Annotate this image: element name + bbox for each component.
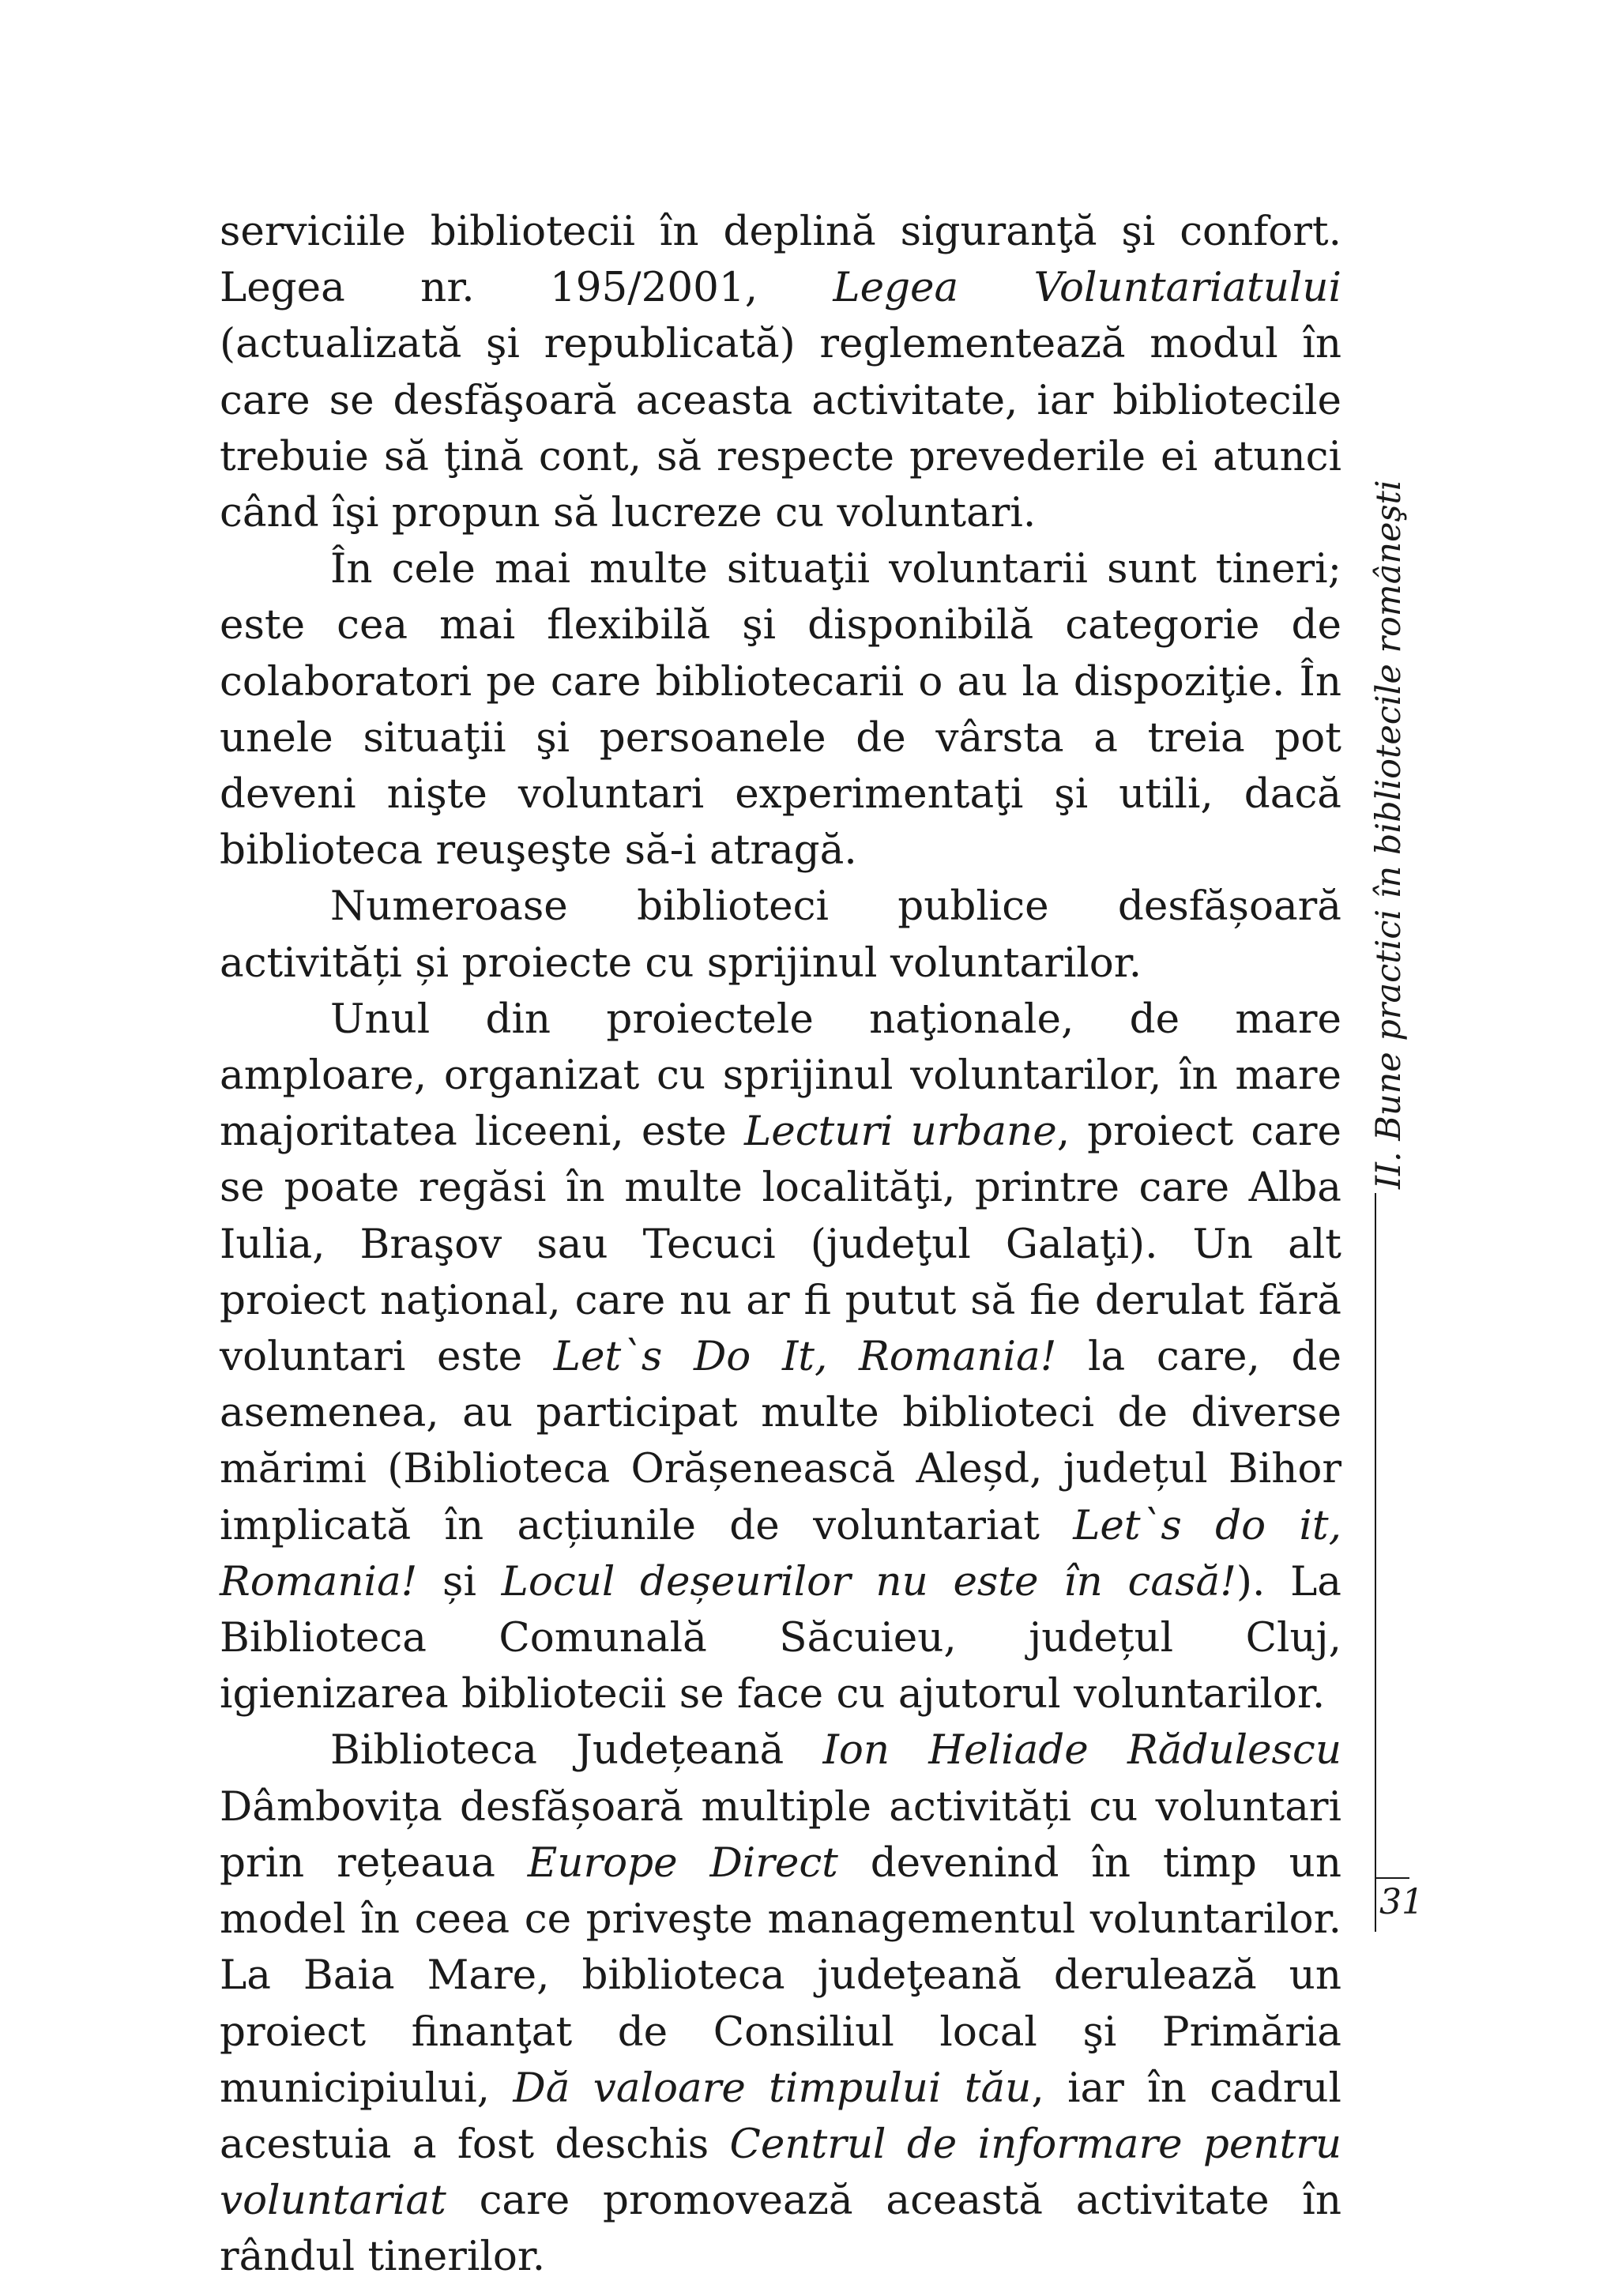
- text-segment: , iar în cadrul acestuia a fost deschis: [220, 2064, 1341, 2168]
- text-segment: În cele mai multe situaţii voluntarii sunt tineri; este cea mai flexibilă şi disponibilă categorie de colaboratori pe care bibliotecarii o au la dispoziţie. În unele situaţii şi persoanele de vârsta a treia pot deveni nişte voluntari experimentaţi şi utili, dacă biblioteca reuşeşte să-i atragă.: [220, 545, 1341, 875]
- italic-title: Lecturi urbane: [744, 1108, 1057, 1156]
- italic-title: Centrul de informare pentru voluntariat: [220, 2120, 1341, 2225]
- page-number: 31: [1379, 1882, 1424, 1922]
- italic-title: Legea Voluntariatului: [833, 264, 1341, 312]
- text-segment: (actualizată şi republicată) reglementează modul în care se desfăşoară aceasta activitate, iar bibliotecile trebuie să ţină cont, să respecte prevederile ei atunci când îşi propun să lucreze cu voluntari.: [220, 320, 1341, 537]
- text-segment: , proiect care se poate regăsi în multe localităţi, printre care Alba Iulia, Braşov sau Tecuci (judeţul Galaţi). Un alt proiect naţional, care nu ar fi putut să fie derulat fără voluntari este: [220, 1108, 1341, 1381]
- italic-title: Ion Heliade Rădulescu: [822, 1726, 1341, 1775]
- paragraph-5: [220, 1722, 1341, 2285]
- text-segment: Biblioteca Județeană: [330, 1726, 823, 1775]
- italic-title: Dă valoare timpului tău: [513, 2064, 1032, 2112]
- text-segment: care promovează această activitate în rândul tinerilor.: [220, 2177, 1341, 2281]
- italic-title: Let`s Do It, Romania!: [553, 1333, 1057, 1381]
- italic-title: Europe Direct: [527, 1839, 838, 1887]
- paragraph-2: [220, 541, 1341, 879]
- italic-title: Locul deșeurilor nu este în casă!: [501, 1557, 1236, 1605]
- text-segment: la care, de asemenea, au participat multe biblioteci de diverse mărimi (Biblioteca Orășenească Aleșd, județul Bihor implicată în acțiunile de voluntariat: [220, 1333, 1341, 1549]
- text-segment: Dâmbovița desfășoară multiple activități cu voluntari prin rețeaua: [220, 1782, 1341, 1887]
- paragraph-4: [220, 992, 1341, 1723]
- page-body: [220, 204, 1341, 2286]
- text-segment: Unul din proiectele naţionale, de mare amploare, organizat cu sprijinul voluntarilor, în mare majoritatea liceeni, este: [220, 995, 1341, 1156]
- italic-title: Let`s do it, Romania!: [220, 1501, 1341, 1605]
- text-segment: serviciile bibliotecii în deplină siguranţă şi confort. Legea nr. 195/2001,: [220, 208, 1341, 312]
- margin-vertical-rule: [1375, 1193, 1376, 1932]
- running-head: II. Bune practici în bibliotecile româneşti: [1369, 480, 1409, 1189]
- text-segment: și: [417, 1557, 502, 1605]
- text-segment: Numeroase biblioteci publice desfășoară activități și proiecte cu sprijinul voluntarilor.: [220, 883, 1341, 987]
- paragraph-3: [220, 879, 1341, 991]
- text-segment: devenind în timp un model în ceea ce priveşte managementul voluntarilor. La Baia Mare, biblioteca judeţeană derulează un proiect finanţat de Consiliul local şi Primăria municipiului,: [220, 1839, 1341, 2112]
- text-segment: ). La Biblioteca Comunală Săcuieu, județul Cluj, igienizarea bibliotecii se face cu ajutorul voluntarilor.: [220, 1557, 1341, 1718]
- paragraph-1: [220, 204, 1341, 541]
